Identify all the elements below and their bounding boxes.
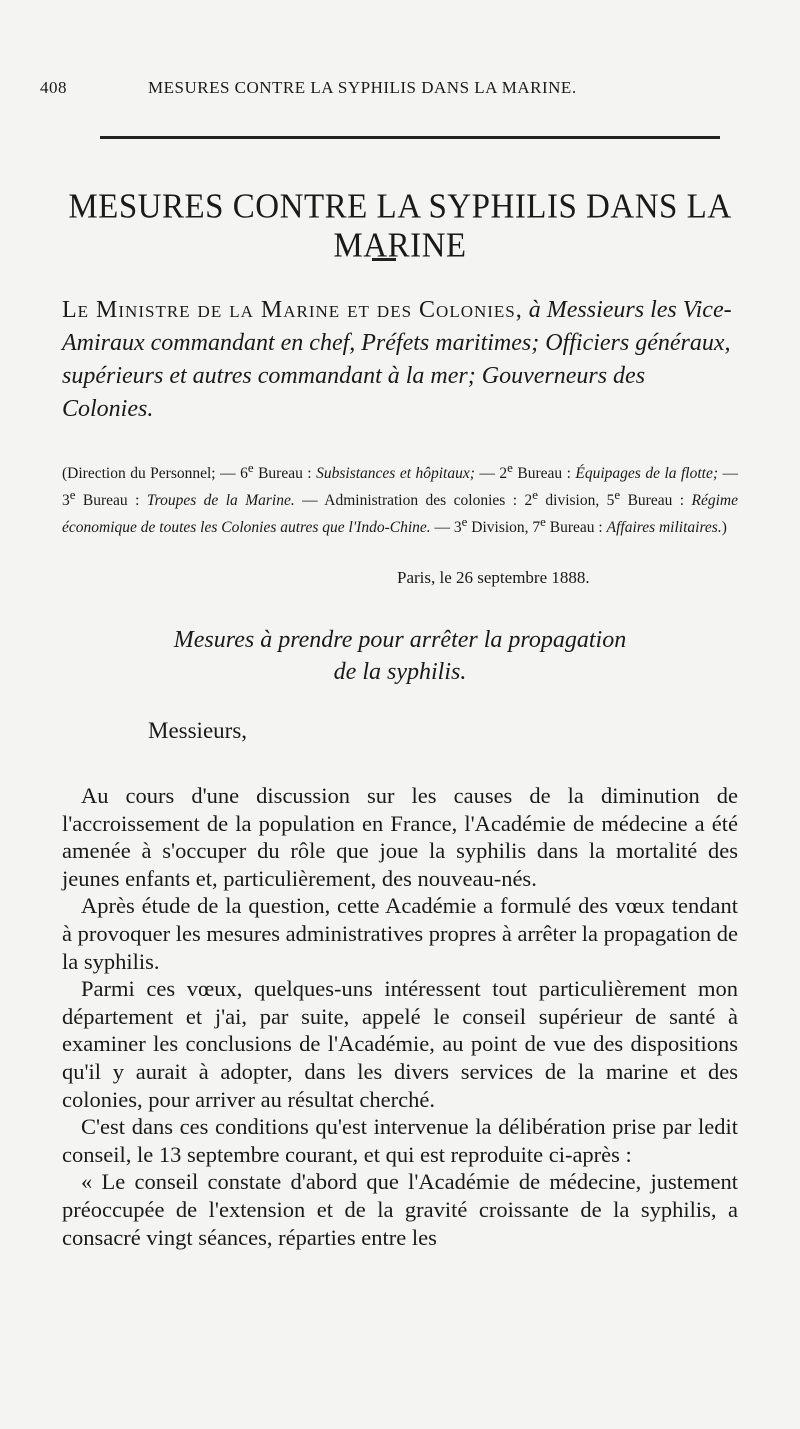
paragraph: « Le conseil constate d'abord que l'Académie de médecine, justement préoccupée de l'extension et de la gravité croissante de la syphilis, a consacré vingt séances, réparties entre les	[62, 1169, 738, 1250]
title-dash	[372, 258, 396, 261]
address-recipients: à Messieurs les Vice-Amiraux commandant en chef, Préfets maritimes; Officiers généraux, supérieurs et autres commandant à la mer; Gouverneurs des Colonies.	[62, 297, 732, 422]
body-text	[62, 782, 738, 1251]
subtitle-line: Mesures à prendre pour arrêter la propagation	[173, 627, 627, 653]
direction-note: (Direction du Personnel; — 6e Bureau : Subsistances et hôpitaux; — 2e Bureau : Équipages de la flotte; — 3e Bureau : Troupes de la Marine. — Administration des colonies : 2e division, 5e Bureau : Régime économique de toutes les Colonies autres que l'Indo-Chine. — 3e Division, 7e Bureau : Affaires militaires.)	[62, 460, 739, 537]
direction-text: — Administration des colonies : 2	[294, 492, 533, 510]
date-line: Paris, le 26 septembre 1888.	[397, 568, 590, 587]
direction-text: Bureau :	[512, 465, 576, 483]
direction-sup: e	[540, 514, 546, 530]
direction-italic: Troupes de la Marine.	[146, 492, 295, 510]
direction-italic: Subsistances et hôpitaux;	[316, 465, 475, 483]
paragraph: Après étude de la question, cette Académie a formulé des vœux tendant à provoquer les mesures administratives propres à arrêter la propagation de la syphilis.	[62, 893, 738, 974]
direction-text: — 3	[430, 519, 462, 537]
direction-sup: e	[614, 487, 621, 503]
direction-text: — 2	[474, 465, 508, 483]
direction-text: division, 5	[537, 492, 615, 510]
direction-text: Bureau :	[545, 519, 607, 537]
direction-text: Bureau :	[620, 492, 692, 510]
direction-text: Bureau :	[253, 465, 317, 483]
paragraph: Parmi ces vœux, quelques-uns intéressent tout particulièrement mon département et j'ai, par suite, appelé le conseil supérieur de santé à examiner les conclusions de l'Académie, au point de vue des dispositions qu'il y aurait à adopter, dans les divers services de la marine et des colonies, pour arriver au résultat cherché.	[62, 976, 738, 1112]
direction-sup: e	[69, 487, 76, 503]
address-block	[62, 294, 738, 426]
subtitle	[0, 624, 800, 688]
direction-italic: Équipages de la flotte;	[575, 465, 719, 483]
direction-italic: Régime économique de toutes les Colonies autres que l'Indo-Chine.	[62, 492, 739, 537]
direction-sup: e	[532, 487, 538, 503]
salutation: Messieurs,	[148, 718, 248, 743]
paragraph: C'est dans ces conditions qu'est intervenue la délibération prise par ledit conseil, le 13 septembre courant, et qui est reproduite ci-après :	[62, 1114, 738, 1167]
page-number: 408	[40, 78, 67, 97]
direction-sup: e	[247, 460, 254, 475]
subtitle-line: de la syphilis.	[333, 659, 467, 685]
direction-text: )	[721, 519, 727, 537]
direction-sup: e	[461, 514, 468, 530]
direction-sup: e	[507, 460, 513, 475]
article-title: MESURES CONTRE LA SYPHILIS DANS LA MARINE	[68, 188, 732, 265]
direction-italic: Affaires militaires.	[606, 519, 722, 537]
header-rule	[100, 136, 720, 139]
address-sender: Le Ministre de la Marine et des Colonies,	[62, 297, 523, 323]
paragraph: Au cours d'une discussion sur les causes de la diminution de l'accroissement de la population en France, l'Académie de médecine a été amenée à s'occuper du rôle que joue la syphilis dans la mortalité des jeunes enfants et, particulièrement, des nouveau-nés.	[62, 783, 738, 891]
direction-text: — 3	[62, 465, 739, 510]
direction-text: Division, 7	[467, 519, 541, 537]
direction-text: Direction du Personnel; — 6	[67, 465, 248, 483]
running-title: MESURES CONTRE LA SYPHILIS DANS LA MARINE.	[148, 78, 577, 97]
direction-text: Bureau :	[75, 492, 147, 510]
